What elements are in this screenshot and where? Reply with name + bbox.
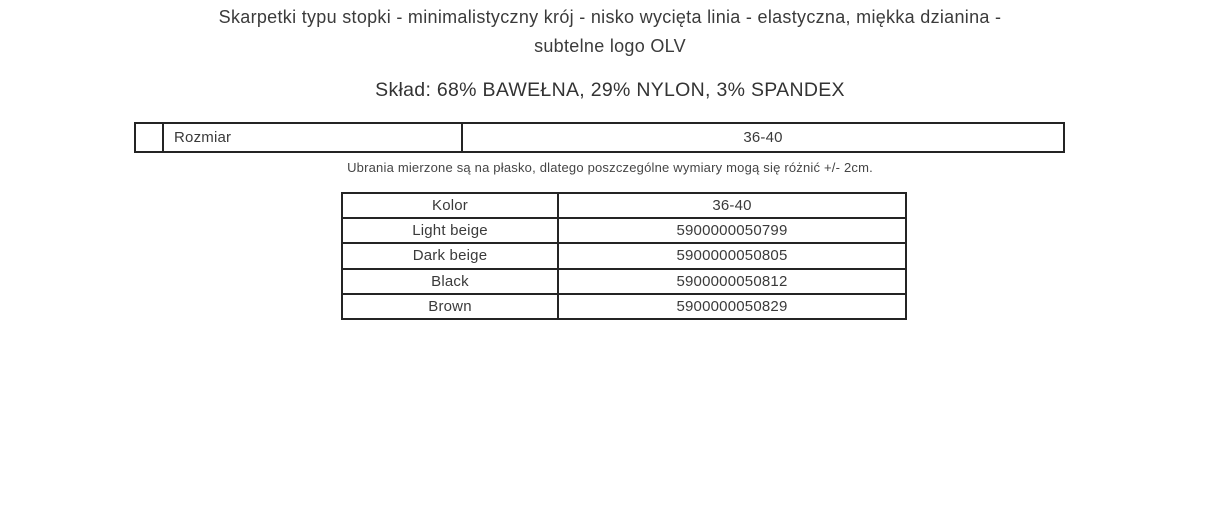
ean-code-cell: 5900000050805 <box>558 243 906 268</box>
ean-code-cell: 5900000050799 <box>558 218 906 243</box>
product-title-line-1: Skarpetki typu stopki - minimalistyczny krój - nisko wycięta linia - elastyczna, miękka dzianina - <box>218 7 1002 27</box>
color-name-cell: Light beige <box>342 218 558 243</box>
composition-line: Skład: 68% BAWEŁNA, 29% NYLON, 3% SPANDEX <box>375 79 845 101</box>
size-table-spacer-cell <box>135 123 163 152</box>
ean-code-cell: 5900000050812 <box>558 269 906 294</box>
color-table-header-row <box>342 193 906 218</box>
color-table-row <box>342 269 906 294</box>
color-name-cell: Dark beige <box>342 243 558 268</box>
color-ean-table <box>341 192 907 320</box>
color-table-header-color: Kolor <box>342 193 558 218</box>
measurement-note: Ubrania mierzone są na płasko, dlatego poszczególne wymiary mogą się różnić +/- 2cm. <box>347 160 873 175</box>
product-title-line-2: subtelne logo OLV <box>534 36 686 56</box>
color-name-cell: Black <box>342 269 558 294</box>
color-table-row <box>342 218 906 243</box>
ean-code-cell: 5900000050829 <box>558 294 906 319</box>
size-table <box>134 122 1065 153</box>
color-name-cell: Brown <box>342 294 558 319</box>
size-table-row <box>135 123 1064 152</box>
color-table-header-size: 36-40 <box>558 193 906 218</box>
size-table-label-cell: Rozmiar <box>163 123 462 152</box>
size-table-value-cell: 36-40 <box>462 123 1064 152</box>
color-table-row <box>342 243 906 268</box>
product-title <box>0 3 1220 61</box>
color-table-row <box>342 294 906 319</box>
